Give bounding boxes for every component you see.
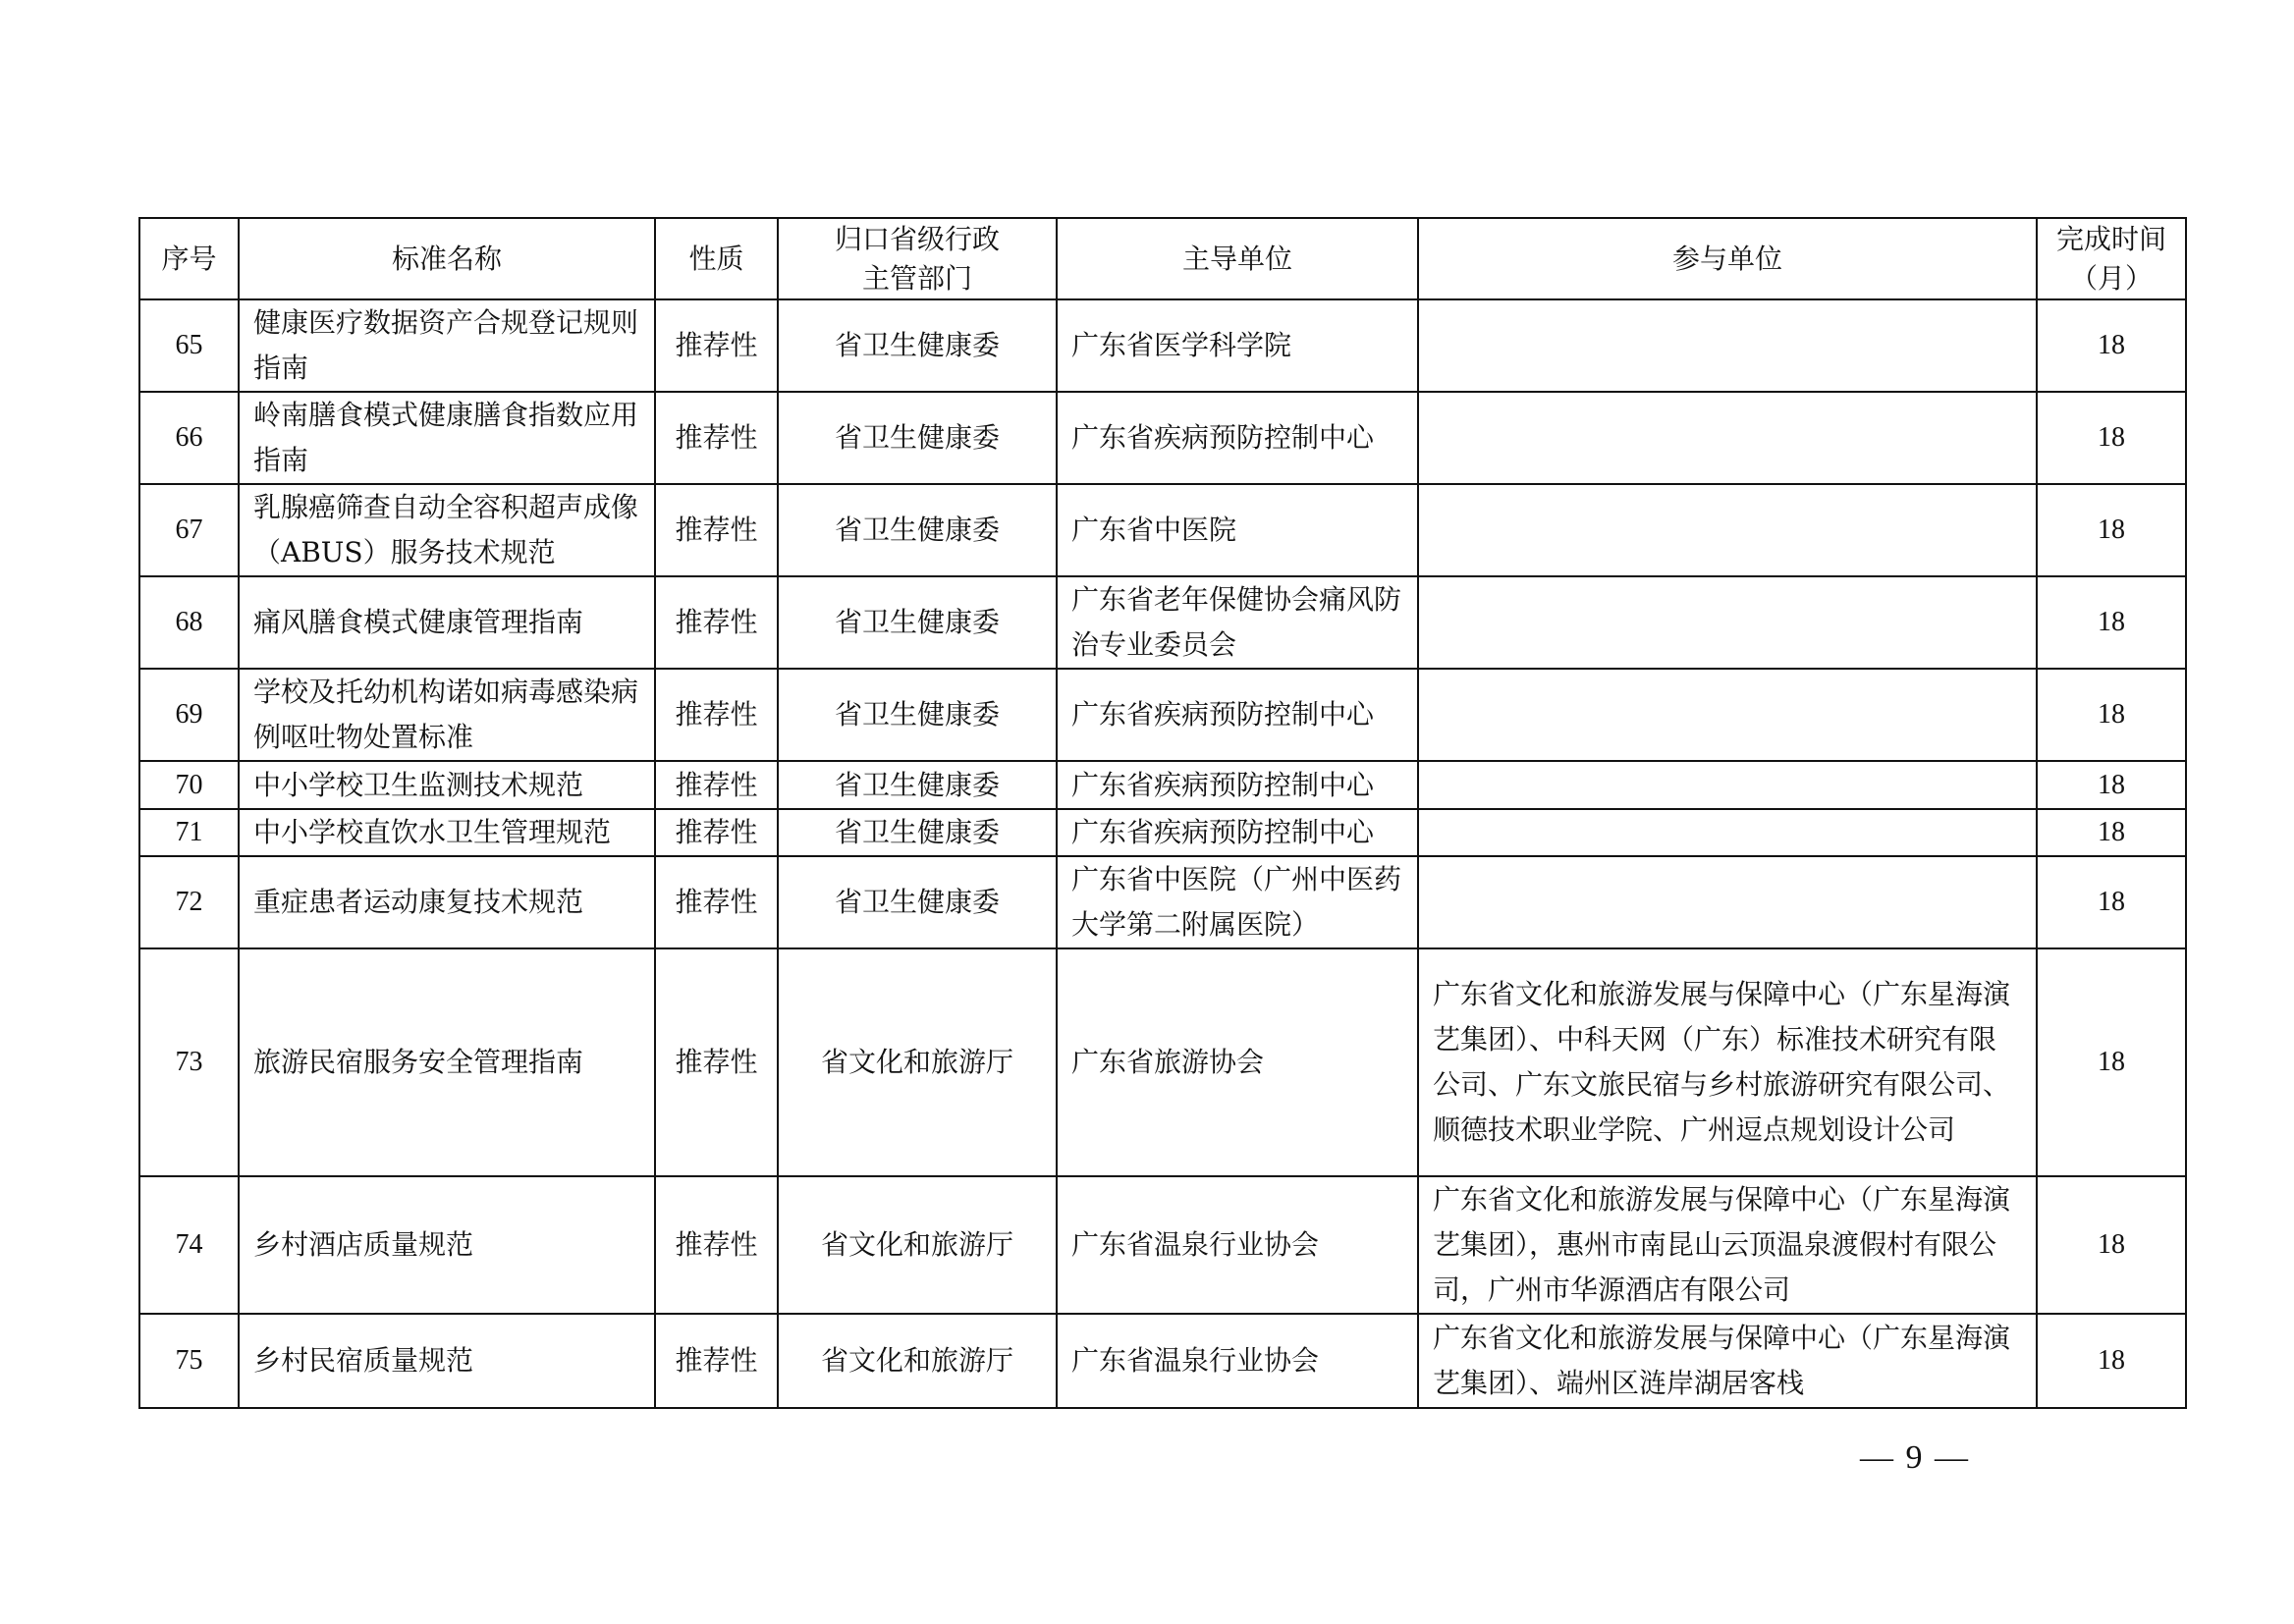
cell-dept: 省卫生健康委 xyxy=(778,484,1057,576)
cell-type: 推荐性 xyxy=(655,856,778,948)
cell-dept: 省卫生健康委 xyxy=(778,392,1057,484)
cell-name: 中小学校直饮水卫生管理规范 xyxy=(239,809,655,856)
cell-num: 75 xyxy=(139,1314,239,1408)
table-row xyxy=(139,576,2186,669)
cell-type: 推荐性 xyxy=(655,669,778,761)
cell-lead: 广东省疾病预防控制中心 xyxy=(1057,669,1418,761)
cell-num: 72 xyxy=(139,856,239,948)
cell-time: 18 xyxy=(2037,1314,2186,1408)
cell-name: 学校及托幼机构诺如病毒感染病例呕吐物处置标准 xyxy=(239,669,655,761)
cell-lead: 广东省老年保健协会痛风防治专业委员会 xyxy=(1057,576,1418,669)
cell-name: 健康医疗数据资产合规登记规则指南 xyxy=(239,299,655,392)
cell-type: 推荐性 xyxy=(655,948,778,1176)
cell-num: 69 xyxy=(139,669,239,761)
table-row xyxy=(139,809,2186,856)
cell-type: 推荐性 xyxy=(655,299,778,392)
header-dept-line2: 主管部门 xyxy=(861,261,972,295)
header-time-line2: （月） xyxy=(2069,261,2153,295)
cell-time: 18 xyxy=(2037,392,2186,484)
cell-lead: 广东省旅游协会 xyxy=(1057,948,1418,1176)
cell-dept: 省文化和旅游厅 xyxy=(778,1314,1057,1408)
table-row xyxy=(139,392,2186,484)
cell-num: 66 xyxy=(139,392,239,484)
table-row xyxy=(139,1314,2186,1408)
table-row xyxy=(139,1176,2186,1314)
cell-time: 18 xyxy=(2037,484,2186,576)
page-number: — 9 — xyxy=(1860,1439,1970,1476)
cell-type: 推荐性 xyxy=(655,1176,778,1314)
cell-participants xyxy=(1418,484,2037,576)
cell-participants xyxy=(1418,761,2037,809)
cell-time: 18 xyxy=(2037,299,2186,392)
cell-name: 乳腺癌筛查自动全容积超声成像（ABUS）服务技术规范 xyxy=(239,484,655,576)
header-type: 性质 xyxy=(655,218,778,299)
table-row xyxy=(139,484,2186,576)
cell-participants: 广东省文化和旅游发展与保障中心（广东星海演艺集团）、端州区涟岸湖居客栈 xyxy=(1418,1314,2037,1408)
cell-num: 70 xyxy=(139,761,239,809)
cell-lead: 广东省疾病预防控制中心 xyxy=(1057,809,1418,856)
cell-lead: 广东省疾病预防控制中心 xyxy=(1057,761,1418,809)
cell-name: 痛风膳食模式健康管理指南 xyxy=(239,576,655,669)
cell-lead: 广东省中医院 xyxy=(1057,484,1418,576)
cell-dept: 省卫生健康委 xyxy=(778,761,1057,809)
header-participants: 参与单位 xyxy=(1418,218,2037,299)
cell-participants xyxy=(1418,576,2037,669)
cell-time: 18 xyxy=(2037,669,2186,761)
header-dept-line1: 归口省级行政 xyxy=(834,222,1000,255)
cell-participants xyxy=(1418,299,2037,392)
cell-num: 73 xyxy=(139,948,239,1176)
table-row xyxy=(139,761,2186,809)
cell-name: 乡村民宿质量规范 xyxy=(239,1314,655,1408)
cell-type: 推荐性 xyxy=(655,809,778,856)
cell-type: 推荐性 xyxy=(655,1314,778,1408)
header-num: 序号 xyxy=(139,218,239,299)
cell-participants xyxy=(1418,669,2037,761)
cell-type: 推荐性 xyxy=(655,576,778,669)
table-header-row xyxy=(139,218,2186,299)
cell-num: 71 xyxy=(139,809,239,856)
cell-dept: 省卫生健康委 xyxy=(778,576,1057,669)
cell-dept: 省卫生健康委 xyxy=(778,856,1057,948)
cell-type: 推荐性 xyxy=(655,392,778,484)
cell-time: 18 xyxy=(2037,856,2186,948)
standards-table xyxy=(138,217,2187,1409)
header-time-line1: 完成时间 xyxy=(2055,222,2166,255)
header-lead: 主导单位 xyxy=(1057,218,1418,299)
cell-dept: 省文化和旅游厅 xyxy=(778,1176,1057,1314)
cell-num: 65 xyxy=(139,299,239,392)
cell-name: 重症患者运动康复技术规范 xyxy=(239,856,655,948)
cell-dept: 省卫生健康委 xyxy=(778,299,1057,392)
cell-name: 岭南膳食模式健康膳食指数应用指南 xyxy=(239,392,655,484)
cell-lead: 广东省疾病预防控制中心 xyxy=(1057,392,1418,484)
cell-lead: 广东省温泉行业协会 xyxy=(1057,1176,1418,1314)
cell-dept: 省文化和旅游厅 xyxy=(778,948,1057,1176)
header-dept xyxy=(778,218,1057,299)
cell-type: 推荐性 xyxy=(655,484,778,576)
cell-num: 74 xyxy=(139,1176,239,1314)
cell-dept: 省卫生健康委 xyxy=(778,669,1057,761)
cell-time: 18 xyxy=(2037,576,2186,669)
cell-dept: 省卫生健康委 xyxy=(778,809,1057,856)
cell-name: 旅游民宿服务安全管理指南 xyxy=(239,948,655,1176)
cell-participants xyxy=(1418,392,2037,484)
cell-participants xyxy=(1418,809,2037,856)
header-name: 标准名称 xyxy=(239,218,655,299)
cell-participants: 广东省文化和旅游发展与保障中心（广东星海演艺集团）、中科天网（广东）标准技术研究有限公司、广东文旅民宿与乡村旅游研究有限公司、顺德技术职业学院、广州逗点规划设计公司 xyxy=(1418,948,2037,1176)
cell-participants xyxy=(1418,856,2037,948)
cell-lead: 广东省温泉行业协会 xyxy=(1057,1314,1418,1408)
cell-participants: 广东省文化和旅游发展与保障中心（广东星海演艺集团），惠州市南昆山云顶温泉渡假村有限公司，广州市华源酒店有限公司 xyxy=(1418,1176,2037,1314)
cell-time: 18 xyxy=(2037,1176,2186,1314)
cell-time: 18 xyxy=(2037,948,2186,1176)
table-row xyxy=(139,948,2186,1176)
cell-name: 中小学校卫生监测技术规范 xyxy=(239,761,655,809)
cell-time: 18 xyxy=(2037,809,2186,856)
header-time xyxy=(2037,218,2186,299)
cell-name: 乡村酒店质量规范 xyxy=(239,1176,655,1314)
cell-time: 18 xyxy=(2037,761,2186,809)
cell-type: 推荐性 xyxy=(655,761,778,809)
cell-num: 68 xyxy=(139,576,239,669)
cell-lead: 广东省医学科学院 xyxy=(1057,299,1418,392)
table-row xyxy=(139,299,2186,392)
cell-lead: 广东省中医院（广州中医药大学第二附属医院） xyxy=(1057,856,1418,948)
cell-num: 67 xyxy=(139,484,239,576)
table-row xyxy=(139,669,2186,761)
table-row xyxy=(139,856,2186,948)
